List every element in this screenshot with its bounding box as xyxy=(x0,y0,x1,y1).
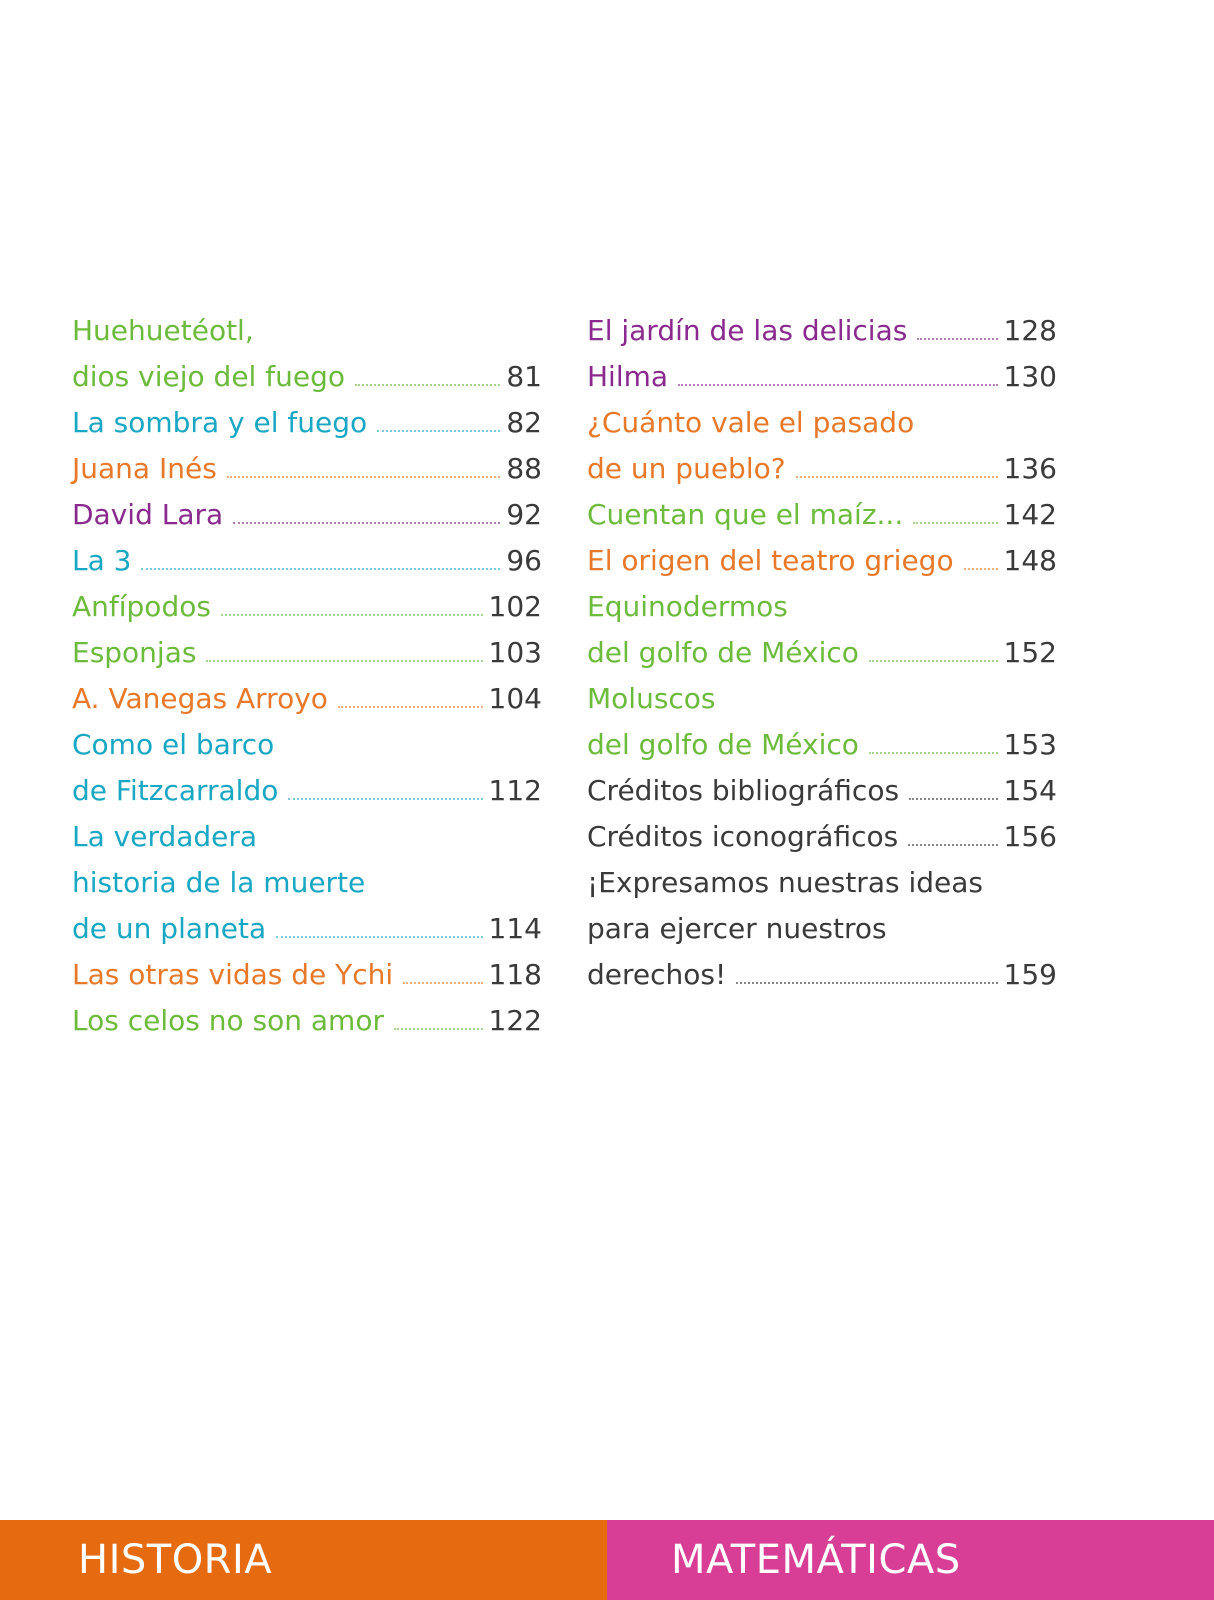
footer-tab-label: MATEMÁTICAS xyxy=(671,1537,961,1583)
toc-entry-title: A. Vanegas Arroyo xyxy=(72,682,328,715)
toc-entry[interactable] xyxy=(587,952,1057,998)
toc-page-number: 136 xyxy=(1003,452,1057,485)
toc-page-number: 112 xyxy=(488,774,542,807)
toc-entry[interactable] xyxy=(72,584,542,630)
toc-entry-title: La sombra y el fuego xyxy=(72,406,368,439)
toc-entry xyxy=(587,860,1057,906)
toc-entry[interactable] xyxy=(587,492,1057,538)
toc-page-number: 88 xyxy=(506,452,542,485)
toc-page-number: 142 xyxy=(1003,498,1057,531)
toc-entry[interactable] xyxy=(72,354,542,400)
toc-entry xyxy=(72,814,542,860)
toc-entry-title: Cuentan que el maíz... xyxy=(587,498,904,531)
toc-dot-leader xyxy=(206,660,482,662)
toc-entry xyxy=(587,906,1057,952)
toc-dot-leader xyxy=(338,706,483,708)
toc-dot-leader xyxy=(909,798,998,800)
toc-page-number: 118 xyxy=(488,958,542,991)
toc-page-number: 153 xyxy=(1003,728,1057,761)
toc-entry-title: Moluscos xyxy=(587,682,716,715)
toc-page-number: 130 xyxy=(1003,360,1057,393)
toc-page-number: 81 xyxy=(506,360,542,393)
toc-page-number: 156 xyxy=(1003,820,1057,853)
toc-entry-title: historia de la muerte xyxy=(72,866,366,899)
toc-entry xyxy=(587,400,1057,446)
toc-entry-title: ¿Cuánto vale el pasado xyxy=(587,406,915,439)
footer-tab-label: HISTORIA xyxy=(78,1537,273,1583)
toc-entry-title: La 3 xyxy=(72,544,132,577)
toc-dot-leader xyxy=(403,982,482,984)
toc-page-number: 148 xyxy=(1003,544,1057,577)
toc-entry[interactable] xyxy=(72,906,542,952)
toc-entry-title: para ejercer nuestros xyxy=(587,912,887,945)
toc-entry[interactable] xyxy=(72,492,542,538)
toc-entry[interactable] xyxy=(72,400,542,446)
toc-page-number: 128 xyxy=(1003,314,1057,347)
toc-entry-title: El origen del teatro griego xyxy=(587,544,954,577)
toc-dot-leader xyxy=(908,844,997,846)
toc-dot-leader xyxy=(917,338,997,340)
toc-dot-leader xyxy=(678,384,998,386)
toc-entry-title: La verdadera xyxy=(72,820,258,853)
toc-dot-leader xyxy=(394,1028,483,1030)
toc-entry[interactable] xyxy=(72,676,542,722)
toc-entry xyxy=(72,308,542,354)
toc-page-number: 114 xyxy=(488,912,542,945)
toc-entry-title: El jardín de las delicias xyxy=(587,314,908,347)
toc-entry[interactable] xyxy=(587,354,1057,400)
toc-entry[interactable] xyxy=(587,308,1057,354)
toc-entry[interactable] xyxy=(587,814,1057,860)
toc-entry-title: Como el barco xyxy=(72,728,275,761)
toc-entry[interactable] xyxy=(587,630,1057,676)
toc-page-number: 102 xyxy=(488,590,542,623)
toc-entry[interactable] xyxy=(587,768,1057,814)
toc-entry-title: de Fitzcarraldo xyxy=(72,774,279,807)
toc-dot-leader xyxy=(796,476,998,478)
toc-dot-leader xyxy=(736,982,997,984)
toc-entry-title: Los celos no son amor xyxy=(72,1004,384,1037)
toc-entry-title: de un pueblo? xyxy=(587,452,786,485)
toc-entry-title: Equinodermos xyxy=(587,590,788,623)
toc-entry-title: dios viejo del fuego xyxy=(72,360,345,393)
toc-entry-title: Anfípodos xyxy=(72,590,211,623)
toc-column-right xyxy=(587,308,1057,998)
toc-entry-title: Créditos iconográficos xyxy=(587,820,899,853)
toc-dot-leader xyxy=(964,568,998,570)
toc-entry xyxy=(587,676,1057,722)
toc-entry[interactable] xyxy=(587,446,1057,492)
toc-page-number: 104 xyxy=(488,682,542,715)
toc-page-number: 154 xyxy=(1003,774,1057,807)
toc-entry-title: del golfo de México xyxy=(587,728,859,761)
toc-entry-title: Esponjas xyxy=(72,636,197,669)
toc-page-number: 122 xyxy=(488,1004,542,1037)
toc-dot-leader xyxy=(869,752,998,754)
toc-entry[interactable] xyxy=(587,538,1057,584)
toc-entry-title: Hilma xyxy=(587,360,669,393)
toc-entry[interactable] xyxy=(587,722,1057,768)
footer-subject-bar xyxy=(0,1520,1214,1600)
toc-page-number: 96 xyxy=(506,544,542,577)
toc-dot-leader xyxy=(869,660,998,662)
toc-entry[interactable] xyxy=(72,538,542,584)
toc-entry-title: ¡Expresamos nuestras ideas xyxy=(587,866,983,899)
toc-dot-leader xyxy=(276,936,482,938)
toc-entry-title: David Lara xyxy=(72,498,224,531)
toc-page-number: 103 xyxy=(488,636,542,669)
toc-dot-leader xyxy=(233,522,500,524)
toc-entry-title: de un planeta xyxy=(72,912,267,945)
toc-entry[interactable] xyxy=(72,630,542,676)
toc-entry xyxy=(72,722,542,768)
toc-dot-leader xyxy=(141,568,500,570)
toc-page-number: 152 xyxy=(1003,636,1057,669)
toc-dot-leader xyxy=(913,522,997,524)
toc-entry-title: Las otras vidas de Ychi xyxy=(72,958,394,991)
toc-entry xyxy=(72,860,542,906)
toc-entry[interactable] xyxy=(72,998,542,1044)
toc-page-number: 82 xyxy=(506,406,542,439)
toc-entry-title: Créditos bibliográficos xyxy=(587,774,900,807)
toc-dot-leader xyxy=(227,476,501,478)
toc-entry-title: del golfo de México xyxy=(587,636,859,669)
toc-entry[interactable] xyxy=(72,768,542,814)
toc-entry xyxy=(587,584,1057,630)
toc-entry-title: Juana Inés xyxy=(72,452,217,485)
footer-tab-matematicas[interactable] xyxy=(607,1520,1214,1600)
toc-dot-leader xyxy=(377,430,500,432)
toc-entry[interactable] xyxy=(72,952,542,998)
toc-entry-title: Huehuetéotl, xyxy=(72,314,254,347)
toc-entry[interactable] xyxy=(72,446,542,492)
toc-entry-title: derechos! xyxy=(587,958,727,991)
toc-page-number: 92 xyxy=(506,498,542,531)
toc-column-left xyxy=(72,308,542,1044)
toc-dot-leader xyxy=(355,384,500,386)
toc-dot-leader xyxy=(221,614,483,616)
toc-page-number: 159 xyxy=(1003,958,1057,991)
footer-tab-historia[interactable] xyxy=(0,1520,607,1600)
toc-dot-leader xyxy=(288,798,482,800)
